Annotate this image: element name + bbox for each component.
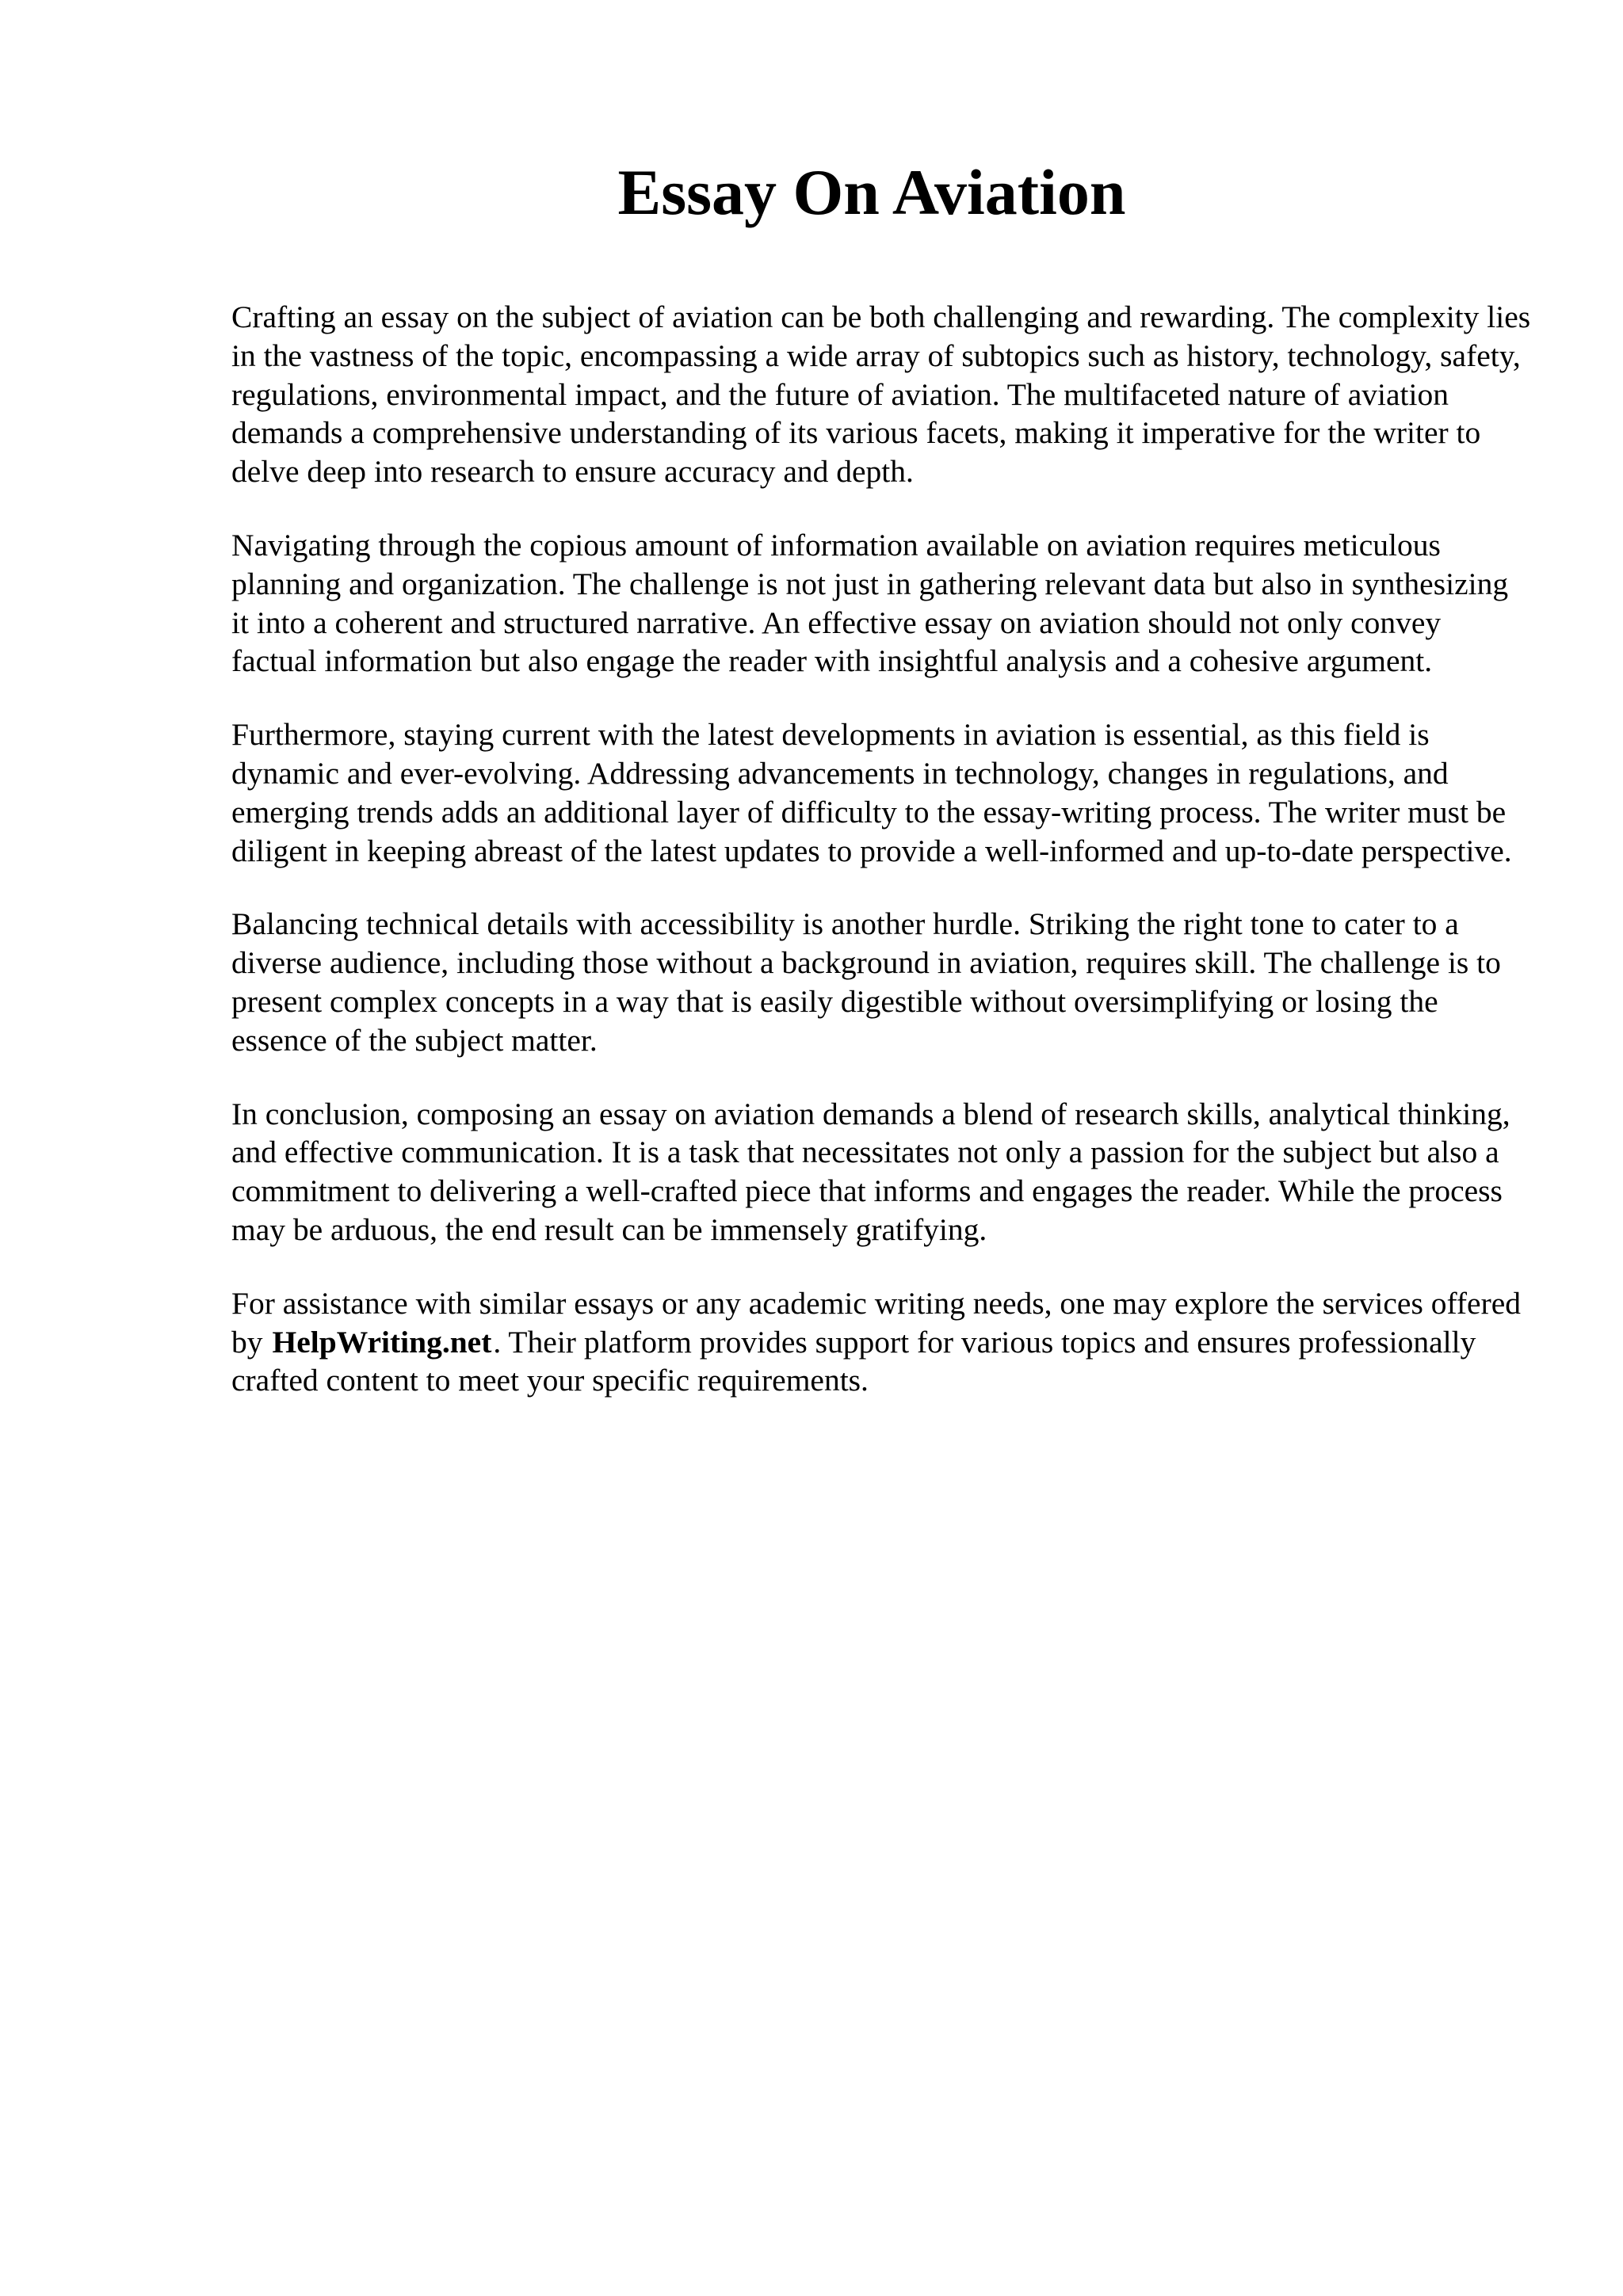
closing-paragraph [231, 1284, 1531, 1400]
closing-text-after-link: . Their platform provides support for various topics and ensures professionally crafted content to meet your specific requirements. [231, 1324, 1476, 1398]
paragraph-5: In conclusion, composing an essay on aviation demands a blend of research skills, analytical thinking, and effective communication. It is a task that necessitates not only a passion for the subject but also a commitment to delivering a well-crafted piece that informs and engages the reader. While the process may be arduous, the end result can be immensely gratifying. [231, 1096, 1510, 1247]
essay-body [231, 298, 1531, 1435]
closing-text-before-link: For assistance with similar essays or any academic writing needs, one may explore the services offered by [231, 1285, 1522, 1360]
paragraph-1: Crafting an essay on the subject of aviation can be both challenging and rewarding. The complexity lies in the vastness of the topic, encompassing a wide array of subtopics such as history, technology, safety, regulations, environmental impact, and the future of aviation. The multifaceted nature of aviation demands a comprehensive understanding of its various facets, making it imperative for the writer to delve deep into research to ensure accuracy and depth. [231, 299, 1531, 490]
paragraph-2: Navigating through the copious amount of information available on aviation requires meticulous planning and organization. The challenge is not just in gathering relevant data but also in synthesizing it into a coherent and structured narrative. An effective essay on aviation should not only convey factual information but also engage the reader with insightful analysis and a cohesive argument. [231, 527, 1509, 679]
paragraph-4: Balancing technical details with accessibility is another hurdle. Striking the right tone to cater to a diverse audience, including those without a background in aviation, requires skill. The challenge is to present complex concepts in a way that is easily digestible without oversimplifying or losing the essence of the subject matter. [231, 906, 1501, 1058]
page-title: Essay On Aviation [617, 156, 1126, 228]
paragraph-3: Furthermore, staying current with the latest developments in aviation is essential, as this field is dynamic and ever-evolving. Addressing advancements in technology, changes in regulations, and emerging trends adds an additional layer of difficulty to the essay-writing process. The writer must be diligent in keeping abreast of the latest updates to provide a well-informed and up-to-date perspective. [231, 717, 1512, 868]
helpwriting-link[interactable]: HelpWriting.net [272, 1324, 492, 1360]
